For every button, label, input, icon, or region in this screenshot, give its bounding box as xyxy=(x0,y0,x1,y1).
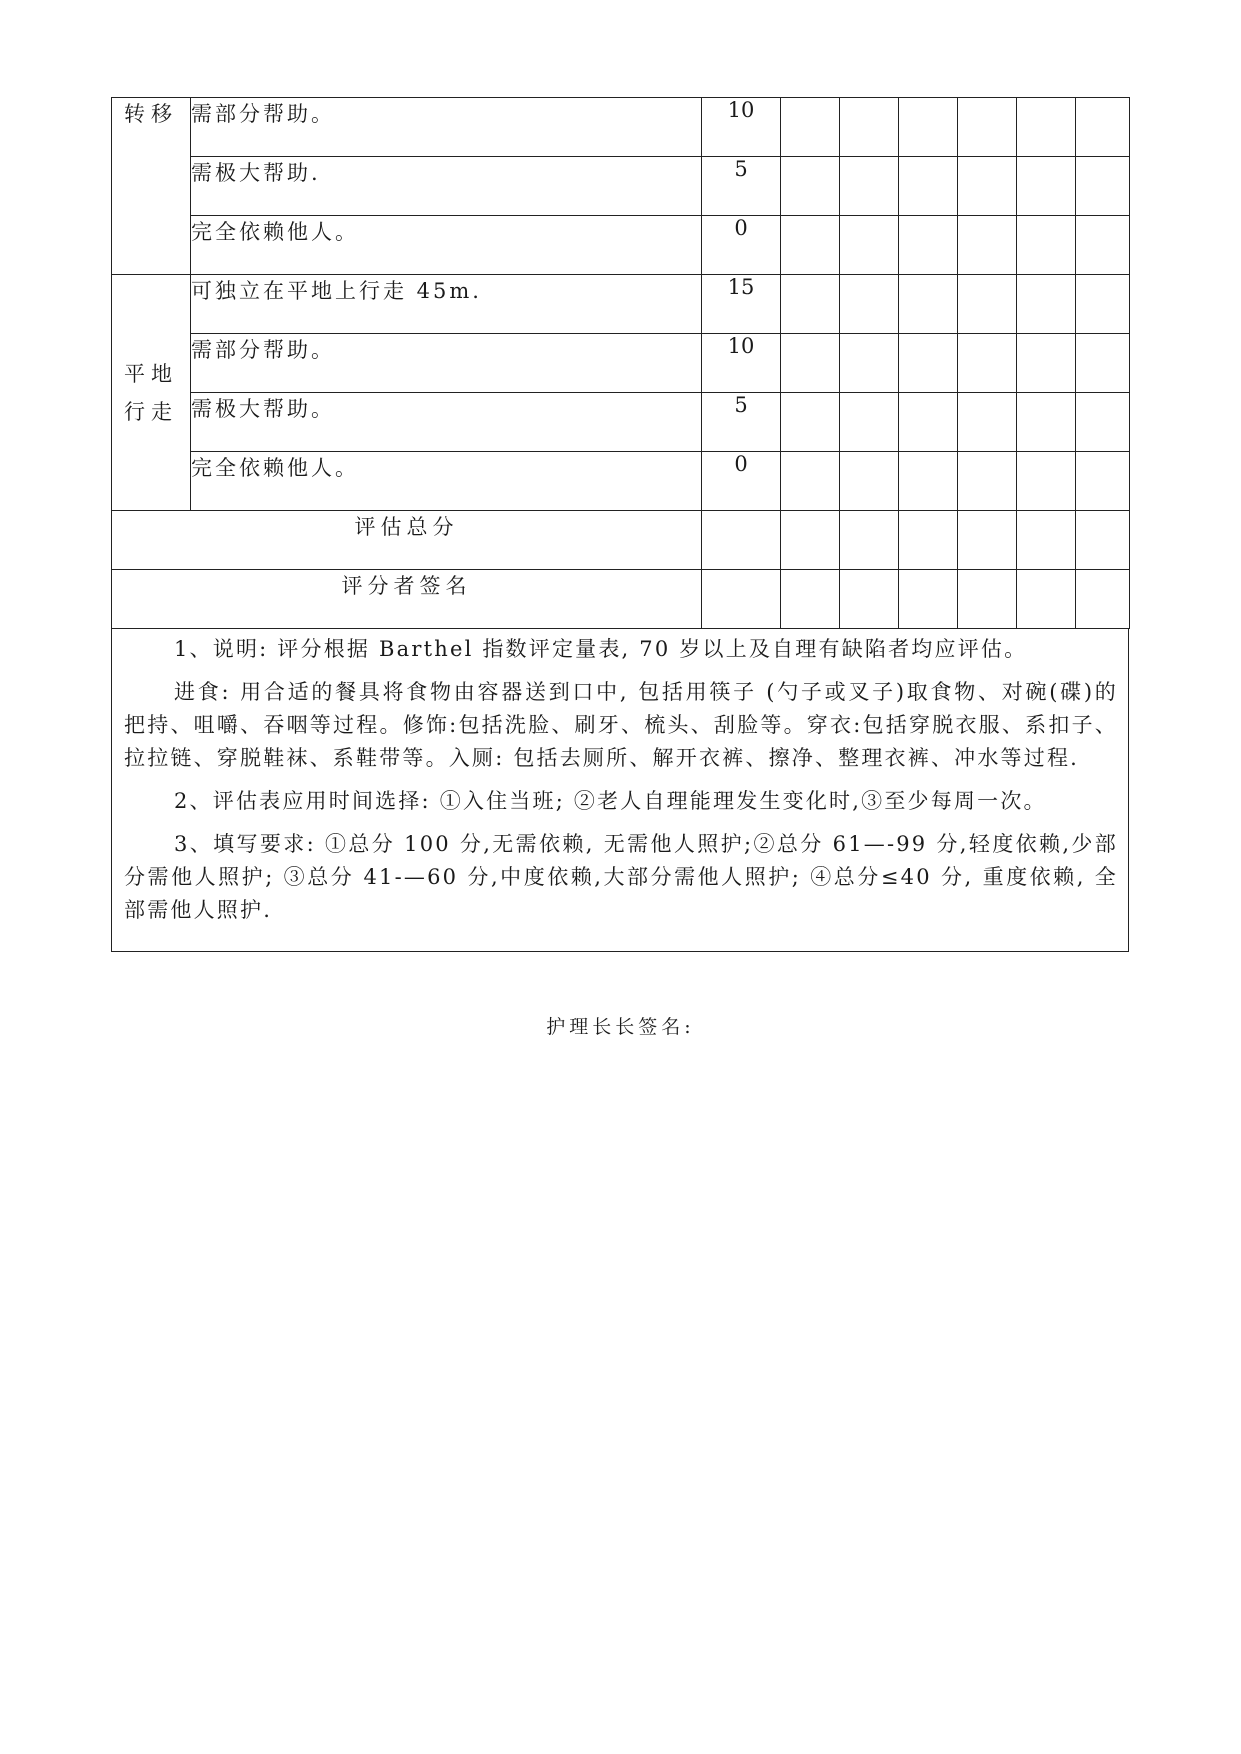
item-description: 完全依赖他人。 xyxy=(191,452,702,511)
score-cell[interactable] xyxy=(899,275,958,334)
total-cell[interactable] xyxy=(1017,511,1076,570)
score-cell[interactable] xyxy=(840,393,899,452)
category-line: 平地 xyxy=(124,361,178,386)
table-row xyxy=(112,157,1130,216)
score-cell[interactable] xyxy=(1076,393,1130,452)
head-nurse-signature-label: 护理长长签名: xyxy=(546,1016,695,1038)
item-score: 5 xyxy=(702,157,781,216)
signature-cell[interactable] xyxy=(702,570,781,629)
score-cell[interactable] xyxy=(781,452,840,511)
score-cell[interactable] xyxy=(899,216,958,275)
item-description: 需极大帮助. xyxy=(191,157,702,216)
barthel-table xyxy=(111,97,1130,629)
score-cell[interactable] xyxy=(1017,216,1076,275)
note-requirements: 3、填写要求: ①总分 100 分,无需依赖, 无需他人照护;②总分 61—-99 分,轻度依赖,少部分需他人照护; ③总分 41-—60 分,中度依赖,大部分需他人照护; ④总分≤40 分, 重度依赖, 全部需他人照护. xyxy=(124,832,1118,922)
item-description: 完全依赖他人。 xyxy=(191,216,702,275)
item-description: 可独立在平地上行走 45m. xyxy=(191,275,702,334)
total-cell[interactable] xyxy=(840,511,899,570)
score-cell[interactable] xyxy=(1017,334,1076,393)
signature-cell[interactable] xyxy=(1076,570,1130,629)
score-cell[interactable] xyxy=(781,393,840,452)
score-cell[interactable] xyxy=(899,157,958,216)
table-row xyxy=(112,216,1130,275)
score-cell[interactable] xyxy=(1017,452,1076,511)
table-row xyxy=(112,393,1130,452)
total-cell[interactable] xyxy=(958,511,1017,570)
signer-row xyxy=(112,570,1130,629)
signature-cell[interactable] xyxy=(781,570,840,629)
score-cell[interactable] xyxy=(899,452,958,511)
score-cell[interactable] xyxy=(1017,98,1076,157)
note-description: 1、说明: 评分根据 Barthel 指数评定量表, 70 岁以上及自理有缺陷者均应评估。 xyxy=(174,637,1028,661)
table-row xyxy=(112,452,1130,511)
total-row xyxy=(112,511,1130,570)
score-cell[interactable] xyxy=(1076,157,1130,216)
item-description: 需部分帮助。 xyxy=(191,334,702,393)
total-cell[interactable] xyxy=(899,511,958,570)
score-cell[interactable] xyxy=(781,216,840,275)
score-cell[interactable] xyxy=(958,157,1017,216)
score-cell[interactable] xyxy=(1076,216,1130,275)
item-score: 0 xyxy=(702,452,781,511)
score-cell[interactable] xyxy=(840,334,899,393)
score-cell[interactable] xyxy=(840,452,899,511)
score-cell[interactable] xyxy=(1017,157,1076,216)
score-cell[interactable] xyxy=(958,216,1017,275)
category-transfer: 转移 xyxy=(112,98,191,275)
signature-cell[interactable] xyxy=(1017,570,1076,629)
total-score-label: 评估总分 xyxy=(112,511,702,570)
score-cell[interactable] xyxy=(1017,393,1076,452)
score-cell[interactable] xyxy=(1076,452,1130,511)
assessment-form xyxy=(111,97,1129,952)
scorer-signature-label: 评分者签名 xyxy=(112,570,702,629)
item-score: 10 xyxy=(702,98,781,157)
score-cell[interactable] xyxy=(1017,275,1076,334)
score-cell[interactable] xyxy=(958,393,1017,452)
score-cell[interactable] xyxy=(840,157,899,216)
category-line: 行走 xyxy=(124,399,178,424)
category-level-walking xyxy=(112,275,191,511)
score-cell[interactable] xyxy=(958,275,1017,334)
score-cell[interactable] xyxy=(1076,98,1130,157)
note-timing: 2、评估表应用时间选择: ①入住当班; ②老人自理能理发生变化时,③至少每周一次。 xyxy=(174,789,1047,813)
table-row xyxy=(112,98,1130,157)
score-cell[interactable] xyxy=(781,334,840,393)
table-row xyxy=(112,275,1130,334)
total-cell[interactable] xyxy=(702,511,781,570)
score-cell[interactable] xyxy=(899,98,958,157)
score-cell[interactable] xyxy=(781,157,840,216)
item-description: 需极大帮助。 xyxy=(191,393,702,452)
score-cell[interactable] xyxy=(840,275,899,334)
score-cell[interactable] xyxy=(899,334,958,393)
note-definitions: 进食: 用合适的餐具将食物由容器送到口中, 包括用筷子 (勺子或叉子)取食物、对碗(碟)的把持、咀嚼、吞咽等过程。修饰:包括洗脸、刷牙、梳头、刮脸等。穿衣:包括穿脱衣服、系扣子、拉拉链、穿脱鞋袜、系鞋带等。入厕: 包括去厕所、解开衣裤、擦净、整理衣裤、冲水等过程. xyxy=(124,680,1118,770)
item-score: 5 xyxy=(702,393,781,452)
item-score: 0 xyxy=(702,216,781,275)
signature-cell[interactable] xyxy=(958,570,1017,629)
score-cell[interactable] xyxy=(781,275,840,334)
signature-cell[interactable] xyxy=(840,570,899,629)
score-cell[interactable] xyxy=(781,98,840,157)
score-cell[interactable] xyxy=(840,216,899,275)
score-cell[interactable] xyxy=(1076,334,1130,393)
score-cell[interactable] xyxy=(899,393,958,452)
item-score: 15 xyxy=(702,275,781,334)
score-cell[interactable] xyxy=(1076,275,1130,334)
item-score: 10 xyxy=(702,334,781,393)
score-cell[interactable] xyxy=(958,334,1017,393)
score-cell[interactable] xyxy=(958,452,1017,511)
instructions-box xyxy=(111,629,1129,952)
total-cell[interactable] xyxy=(1076,511,1130,570)
signature-cell[interactable] xyxy=(899,570,958,629)
score-cell[interactable] xyxy=(840,98,899,157)
score-cell[interactable] xyxy=(958,98,1017,157)
table-row xyxy=(112,334,1130,393)
item-description: 需部分帮助。 xyxy=(191,98,702,157)
total-cell[interactable] xyxy=(781,511,840,570)
